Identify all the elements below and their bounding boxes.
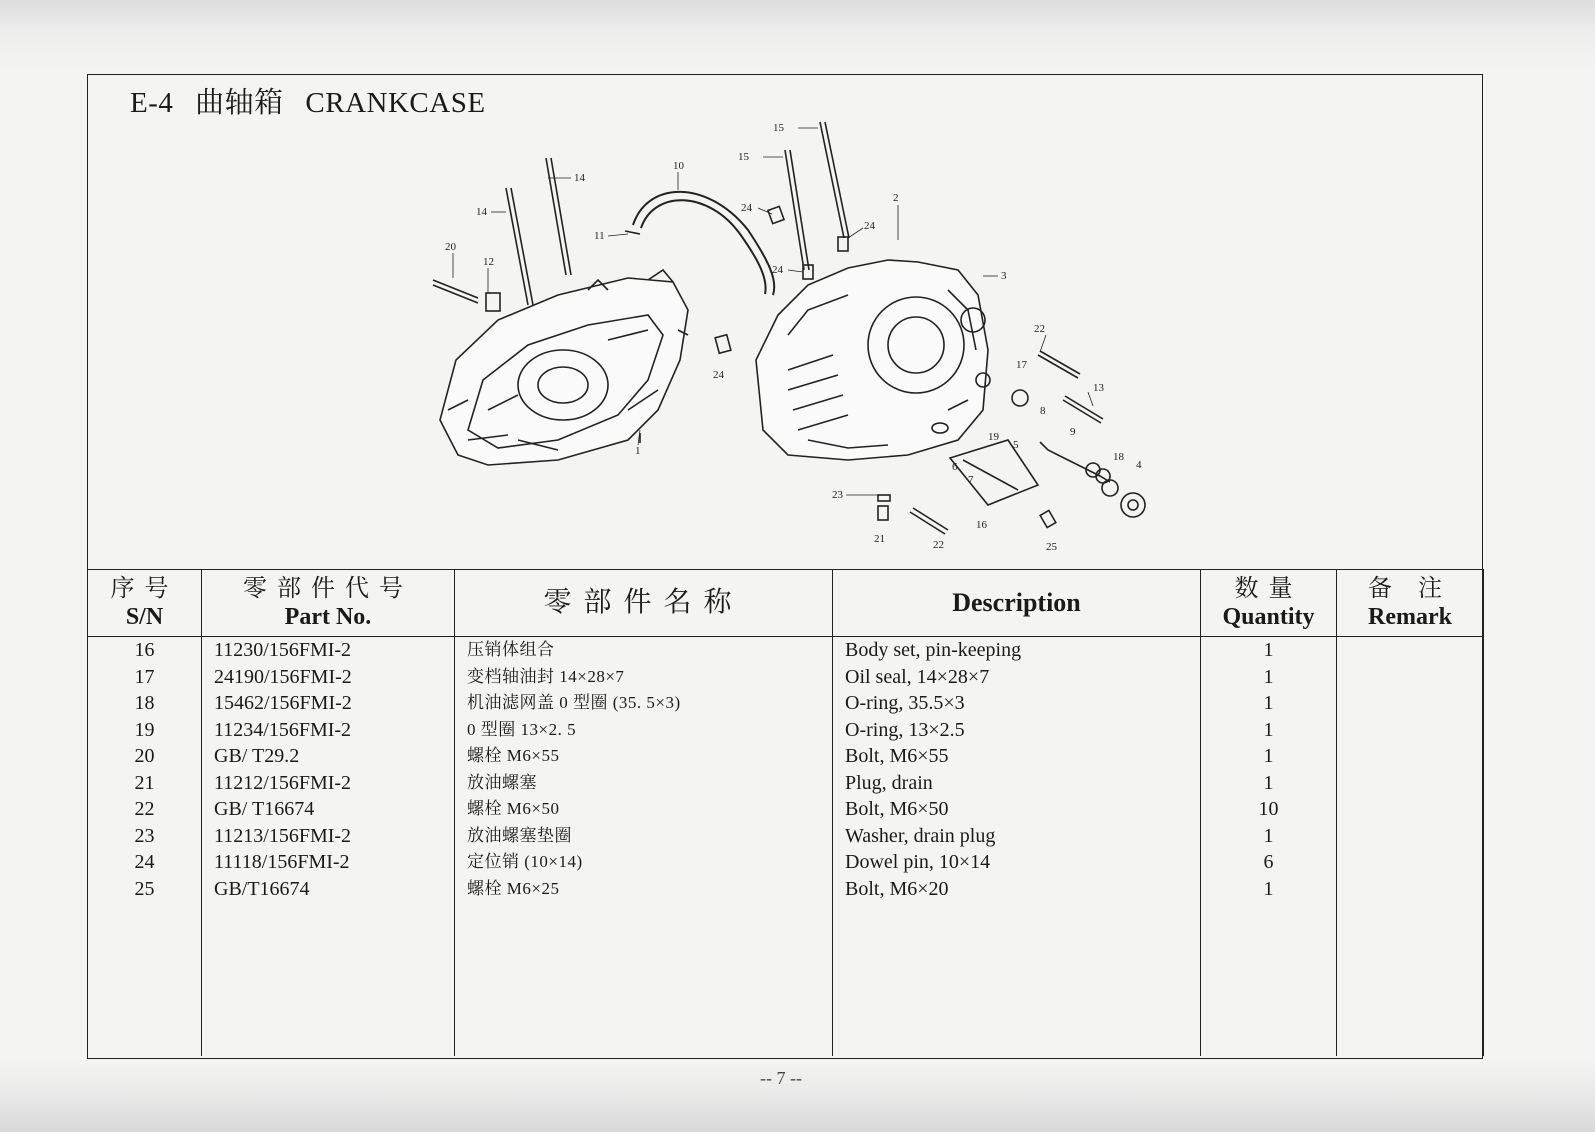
table-row	[88, 849, 1484, 876]
callout-label: 19	[988, 431, 999, 443]
cell-quantity: 1	[1201, 664, 1337, 691]
header-quantity: 数量 Quantity	[1201, 570, 1337, 637]
cell-remark	[1337, 664, 1484, 691]
cell-part-no: GB/ T29.2	[202, 743, 455, 770]
callout-label: 14	[476, 206, 487, 218]
right-crankcase-half	[756, 260, 988, 460]
cell-part-name: 变档轴油封 14×28×7	[455, 664, 833, 691]
callout-label: 9	[1070, 426, 1076, 438]
cell-quantity: 1	[1201, 637, 1337, 664]
cell-description: Bolt, M6×50	[833, 796, 1201, 823]
cell-remark	[1337, 717, 1484, 744]
cell-remark	[1337, 823, 1484, 850]
header-remark: 备 注 Remark	[1337, 570, 1484, 637]
callout-label: 13	[1093, 382, 1104, 394]
cell-sn: 24	[88, 849, 202, 876]
table-row	[88, 796, 1484, 823]
section-title-zh: 曲轴箱	[195, 87, 284, 119]
cell-part-no: 11213/156FMI-2	[202, 823, 455, 850]
callout-label: 21	[874, 533, 885, 545]
cell-description: Oil seal, 14×28×7	[833, 664, 1201, 691]
empty-cell	[1337, 902, 1484, 1056]
callout-label: 22	[1034, 323, 1045, 335]
table-row	[88, 690, 1484, 717]
callout-label: 4	[1136, 459, 1142, 471]
callout-label: 24	[741, 202, 752, 214]
cell-quantity: 1	[1201, 690, 1337, 717]
cell-quantity: 1	[1201, 743, 1337, 770]
empty-cell	[1201, 902, 1337, 1056]
cell-quantity: 10	[1201, 796, 1337, 823]
cell-sn: 17	[88, 664, 202, 691]
callout-label: 17	[1016, 359, 1027, 371]
callout-label: 6	[952, 461, 958, 473]
scan-edge-top	[0, 0, 1595, 70]
cell-quantity: 1	[1201, 876, 1337, 903]
cell-remark	[1337, 849, 1484, 876]
callout-label: 10	[673, 160, 684, 172]
cell-part-name: 压销体组合	[455, 637, 833, 664]
cell-sn: 18	[88, 690, 202, 717]
cell-quantity: 1	[1201, 823, 1337, 850]
empty-cell	[88, 902, 202, 1056]
cell-remark	[1337, 690, 1484, 717]
callout-label: 1	[635, 445, 641, 457]
cell-description: Washer, drain plug	[833, 823, 1201, 850]
cell-description: Bolt, M6×55	[833, 743, 1201, 770]
table-row	[88, 664, 1484, 691]
callout-label: 18	[1113, 451, 1124, 463]
table-row	[88, 876, 1484, 903]
cell-remark	[1337, 743, 1484, 770]
callout-label: 11	[594, 230, 605, 242]
empty-cell	[455, 902, 833, 1056]
cell-description: O-ring, 35.5×3	[833, 690, 1201, 717]
callout-label: 14	[574, 172, 585, 184]
cell-sn: 23	[88, 823, 202, 850]
cell-description: Bolt, M6×20	[833, 876, 1201, 903]
callout-label: 15	[773, 122, 784, 134]
cell-sn: 25	[88, 876, 202, 903]
cell-part-name: 放油螺塞	[455, 770, 833, 797]
callout-label: 7	[968, 474, 974, 486]
callout-label: 8	[1040, 405, 1046, 417]
cell-part-name: 螺栓 M6×50	[455, 796, 833, 823]
cell-sn: 16	[88, 637, 202, 664]
table-header-row	[88, 570, 1484, 637]
header-part-name: 零部件名称	[455, 570, 833, 637]
cell-sn: 21	[88, 770, 202, 797]
cell-description: Plug, drain	[833, 770, 1201, 797]
header-part-no: 零部件代号 Part No.	[202, 570, 455, 637]
empty-cell	[202, 902, 455, 1056]
cell-part-no: GB/ T16674	[202, 796, 455, 823]
header-description: Description	[833, 570, 1201, 637]
cell-remark	[1337, 770, 1484, 797]
table-row	[88, 823, 1484, 850]
callout-label: 24	[772, 264, 783, 276]
cell-sn: 22	[88, 796, 202, 823]
page-number: -- 7 --	[760, 1068, 802, 1088]
cell-description: Body set, pin-keeping	[833, 637, 1201, 664]
cell-part-name: 0 型圈 13×2. 5	[455, 717, 833, 744]
callout-label: 16	[976, 519, 987, 531]
section-code: E-4	[130, 87, 174, 119]
table-row	[88, 743, 1484, 770]
table-row	[88, 637, 1484, 664]
cell-part-no: 24190/156FMI-2	[202, 664, 455, 691]
table-empty-space	[88, 902, 1484, 1056]
cell-description: Dowel pin, 10×14	[833, 849, 1201, 876]
cell-part-no: GB/T16674	[202, 876, 455, 903]
cell-part-no: 11118/156FMI-2	[202, 849, 455, 876]
section-title-en: CRANKCASE	[305, 87, 486, 119]
callout-label: 22	[933, 539, 944, 551]
callout-label: 12	[483, 256, 494, 268]
callout-label: 25	[1046, 541, 1057, 553]
empty-cell	[833, 902, 1201, 1056]
cell-part-name: 螺栓 M6×55	[455, 743, 833, 770]
cell-sn: 19	[88, 717, 202, 744]
cell-part-name: 螺栓 M6×25	[455, 876, 833, 903]
cell-remark	[1337, 876, 1484, 903]
cell-part-no: 11212/156FMI-2	[202, 770, 455, 797]
cell-sn: 20	[88, 743, 202, 770]
parts-table	[87, 569, 1483, 1059]
callout-label: 2	[893, 192, 899, 204]
callout-label: 24	[713, 369, 724, 381]
cell-part-name: 放油螺塞垫圈	[455, 823, 833, 850]
cell-part-no: 11230/156FMI-2	[202, 637, 455, 664]
callout-label: 20	[445, 241, 456, 253]
callout-label: 15	[738, 151, 749, 163]
cell-quantity: 6	[1201, 849, 1337, 876]
callout-label: 5	[1013, 439, 1019, 451]
header-sn: 序号 S/N	[88, 570, 202, 637]
exploded-parts-diagram	[88, 110, 1482, 569]
cell-part-name: 定位销 (10×14)	[455, 849, 833, 876]
cell-part-no: 15462/156FMI-2	[202, 690, 455, 717]
cell-part-no: 11234/156FMI-2	[202, 717, 455, 744]
cell-quantity: 1	[1201, 717, 1337, 744]
cell-description: O-ring, 13×2.5	[833, 717, 1201, 744]
table-row	[88, 770, 1484, 797]
callout-label: 3	[1001, 270, 1007, 282]
cell-part-name: 机油滤网盖 0 型圈 (35. 5×3)	[455, 690, 833, 717]
cell-remark	[1337, 637, 1484, 664]
cell-quantity: 1	[1201, 770, 1337, 797]
callout-label: 23	[832, 489, 843, 501]
cell-remark	[1337, 796, 1484, 823]
callout-label: 24	[864, 220, 875, 232]
table-row	[88, 717, 1484, 744]
